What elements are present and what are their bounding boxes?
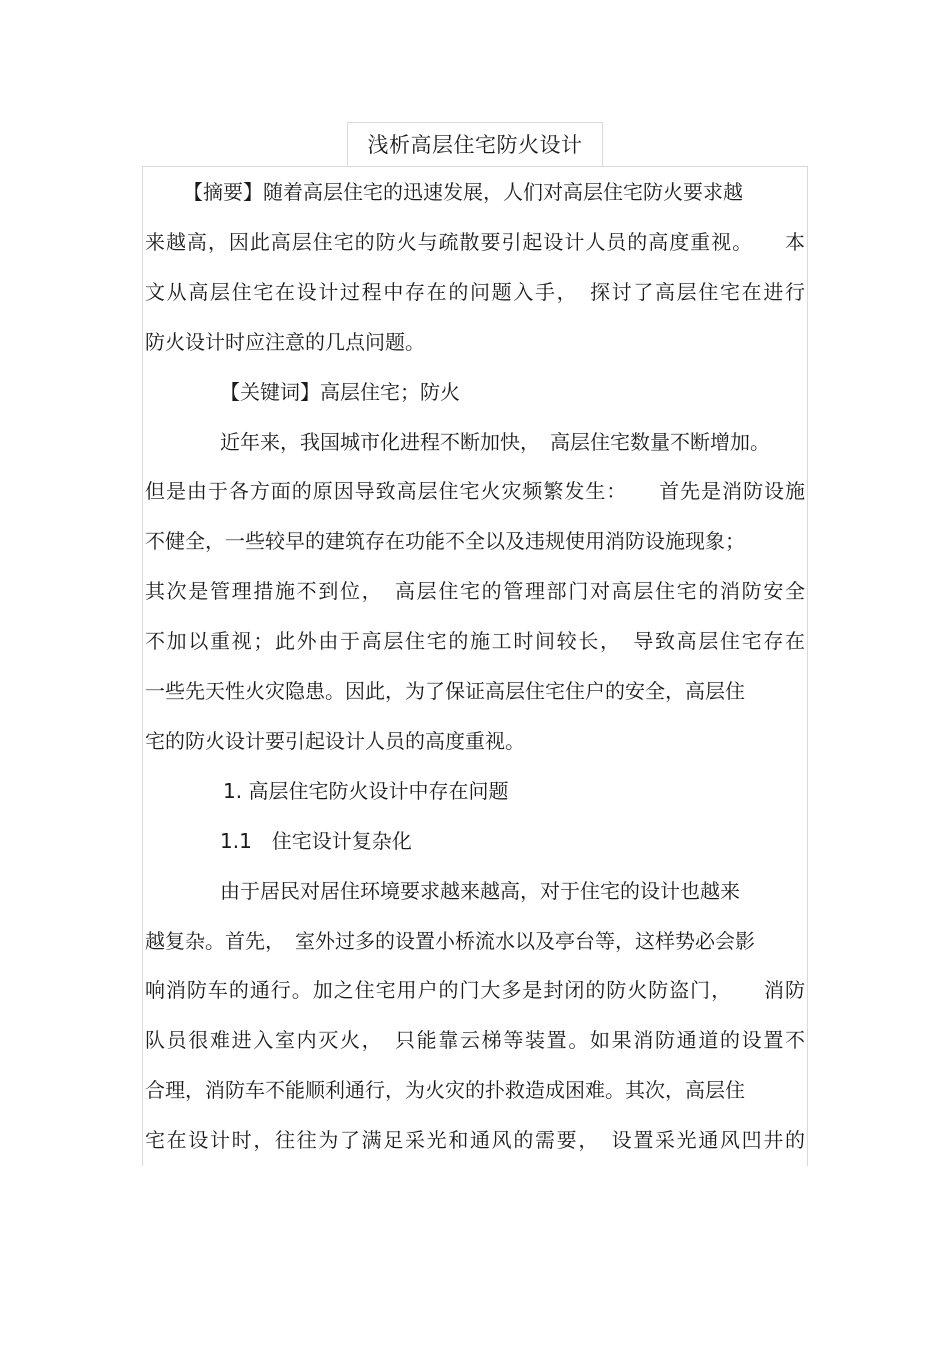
document-title: 浅析高层住宅防火设计 (347, 122, 603, 166)
text-line: 来越高，因此高层住宅的防火与疏散要引起设计人员的高度重视。 本 (145, 230, 805, 254)
body-frame (142, 166, 808, 1166)
text-line: 不健全，一些较早的建筑存在功能不全以及违规使用消防设施现象； (145, 529, 745, 553)
text-line: 其次是管理措施不到位， 高层住宅的管理部门对高层住宅的消防安全 (145, 579, 805, 603)
text-line: 宅在设计时，往往为了满足采光和通风的需要， 设置采光通风凹井的 (145, 1128, 805, 1152)
text-line: 不加以重视；此外由于高层住宅的施工时间较长， 导致高层住宅存在 (145, 629, 805, 653)
text-line: 合理，消防车不能顺利通行，为火灾的扑救造成困难。其次，高层住 (145, 1078, 745, 1102)
text-line: 但是由于各方面的原因导致高层住宅火灾频繁发生： 首先是消防设施 (145, 479, 805, 503)
text-line: 文从高层住宅在设计过程中存在的问题入手， 探讨了高层住宅在进行 (145, 280, 805, 304)
text-line: 近年来，我国城市化进程不断加快， 高层住宅数量不断增加。 (220, 430, 770, 454)
text-line: 由于居民对居住环境要求越来越高，对于住宅的设计也越来 (220, 879, 740, 903)
text-line: 防火设计时应注意的几点问题。 (145, 330, 425, 354)
text-line: 越复杂。首先， 室外过多的设置小桥流水以及亭台等，这样势必会影 (145, 929, 755, 953)
text-line: 宅的防火设计要引起设计人员的高度重视。 (145, 729, 525, 753)
text-line: 响消防车的通行。加之住宅用户的门大多是封闭的防火防盗门， 消防 (145, 978, 805, 1002)
text-line: 【摘要】随着高层住宅的迅速发展，人们对高层住宅防火要求越 (183, 180, 743, 204)
text-line: 队员很难进入室内灭火， 只能靠云梯等装置。如果消防通道的设置不 (145, 1028, 805, 1052)
text-line: 1. 高层住宅防火设计中存在问题 (223, 779, 509, 803)
text-line: 1.1 住宅设计复杂化 (220, 829, 412, 853)
text-line: 一些先天性火灾隐患。因此，为了保证高层住宅住户的安全，高层住 (145, 679, 745, 703)
text-line: 【关键词】高层住宅；防火 (220, 380, 460, 404)
